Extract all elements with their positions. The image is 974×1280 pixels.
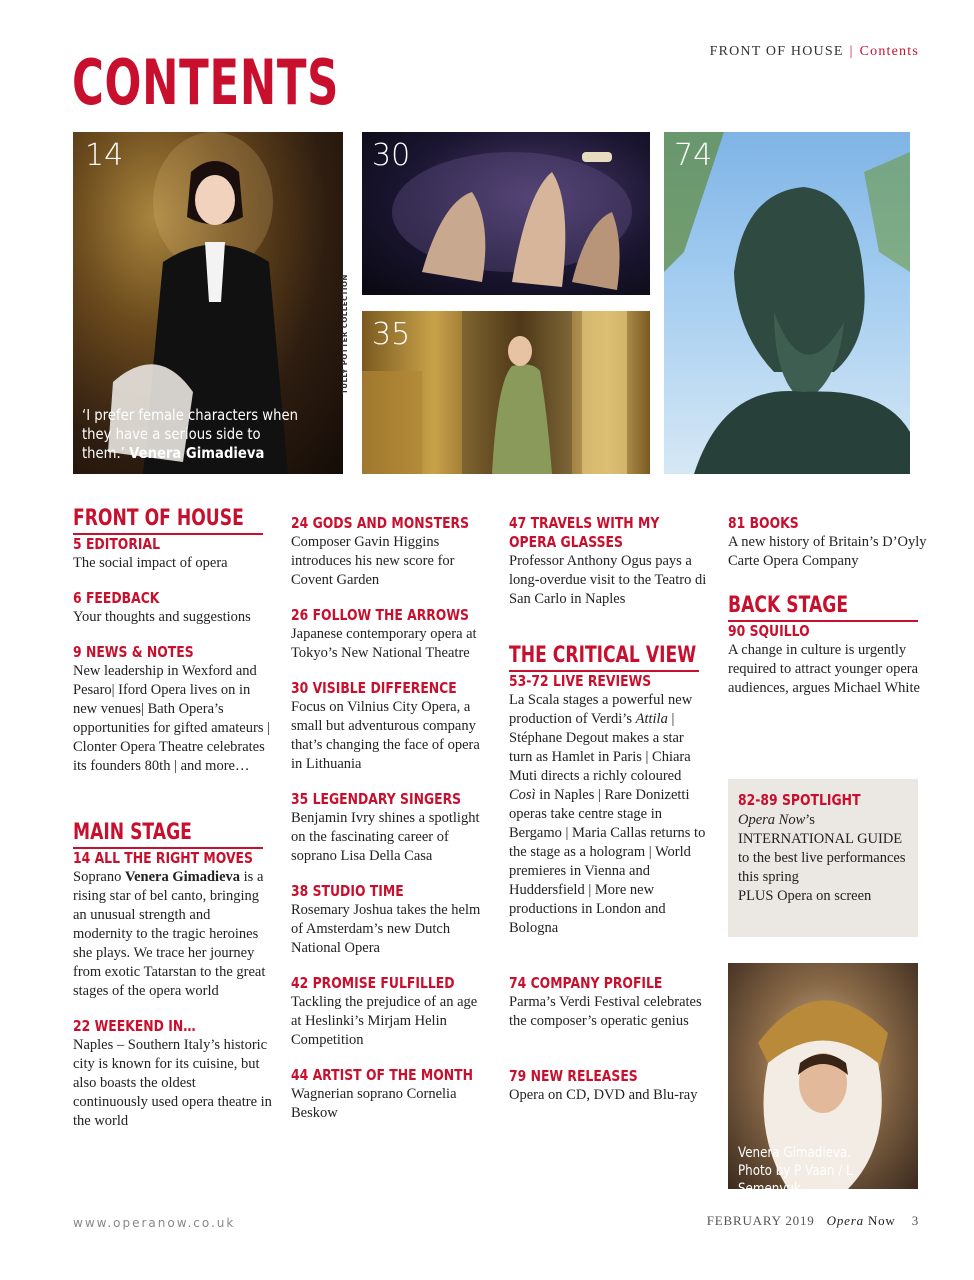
photo-verdi-statue <box>664 132 910 474</box>
singer-name: Venera Gimadieva <box>124 869 241 885</box>
entry-body: Naples – Southern Italy’s historic city is known for its cuisine, but also boasts the oldest continuously used opera theatre in the world <box>73 1037 272 1129</box>
entry-heading: 47 TRAVELS WITH MY OPERA GLASSES <box>509 514 660 551</box>
entry-body: New leadership in Wexford and Pesaro| Iford Opera lives on in new venues| Bath Opera’s opportunities for gifted amateurs | Clonter Opera Theatre celebrates its founders 80th | and more… <box>73 663 270 774</box>
entry-books[interactable] <box>728 514 928 571</box>
section-heading-front-of-house: FRONT OF HOUSE <box>73 506 263 535</box>
photo-lisa-della-casa <box>362 311 650 474</box>
entry-heading: 81 BOOKS <box>728 514 799 532</box>
entry-feedback[interactable] <box>73 589 273 627</box>
section-heading-main-stage: MAIN STAGE <box>73 820 263 849</box>
quote-text: ‘I prefer female characters when they have a serious side to them.’ <box>82 406 298 462</box>
photo-page-number: 74 <box>674 138 713 173</box>
entry-body: Your thoughts and suggestions <box>73 609 251 625</box>
entry-heading: 30 VISIBLE DIFFERENCE <box>291 679 457 697</box>
entry-body: The social impact of opera <box>73 555 228 571</box>
running-head-current: Contents <box>859 44 919 59</box>
photo-dancers <box>362 132 650 295</box>
entry-body: Focus on Vilnius City Opera, a small but adventurous company that’s changing the face of opera in Lithuania <box>291 699 480 772</box>
spotlight-heading: 82-89 SPOTLIGHT <box>738 791 861 809</box>
running-head-separator: | <box>849 44 854 59</box>
photo-quote <box>82 406 302 463</box>
entry-travels-with-my-opera-glasses[interactable] <box>509 514 709 609</box>
photo-page-number: 35 <box>372 317 411 352</box>
entry-follow-the-arrows[interactable] <box>291 606 491 663</box>
entry-heading: 22 WEEKEND IN… <box>73 1017 196 1035</box>
entry-heading: 44 ARTIST OF THE MONTH <box>291 1066 473 1084</box>
running-head <box>710 44 919 60</box>
entry-heading: 24 GODS AND MONSTERS <box>291 514 470 532</box>
entry-studio-time[interactable] <box>291 882 491 958</box>
entry-heading: 90 SQUILLO <box>728 622 810 640</box>
entry-heading: 42 PROMISE FULFILLED <box>291 974 455 992</box>
footer-url[interactable]: www.operanow.co.uk <box>73 1216 236 1230</box>
entry-heading: 38 STUDIO TIME <box>291 882 404 900</box>
entry-heading: 9 NEWS & NOTES <box>73 643 194 661</box>
footer-folio <box>707 1213 919 1229</box>
entry-body: A change in culture is urgently required to attract younger opera audiences, argues Michael White <box>728 642 920 696</box>
entry-body: Opera on CD, DVD and Blu-ray <box>509 1087 698 1103</box>
footer-magazine: Opera Now <box>826 1213 896 1228</box>
entry-heading: 35 LEGENDARY SINGERS <box>291 790 462 808</box>
running-head-section: FRONT OF HOUSE <box>709 44 844 59</box>
photo-page-number: 30 <box>372 138 411 173</box>
entry-artist-of-the-month[interactable] <box>291 1066 491 1123</box>
entry-new-releases[interactable] <box>509 1067 709 1105</box>
entry-heading: 5 EDITORIAL <box>73 535 160 553</box>
footer-issue: FEBRUARY 2019 <box>706 1213 815 1228</box>
entry-body: A new history of Britain’s D’Oyly Carte Opera Company <box>728 534 927 569</box>
entry-body: Parma’s Verdi Festival celebrates the composer’s operatic genius <box>509 994 702 1029</box>
entry-heading: 6 FEEDBACK <box>73 589 160 607</box>
entry-body: Tackling the prejudice of an age at Heslinki’s Mirjam Helin Competition <box>291 994 478 1048</box>
entry-heading: 79 NEW RELEASES <box>509 1067 638 1085</box>
entry-live-reviews[interactable] <box>509 672 709 938</box>
entry-company-profile[interactable] <box>509 974 709 1031</box>
entry-heading: 26 FOLLOW THE ARROWS <box>291 606 469 624</box>
entry-body: Soprano Venera Gimadieva is a rising star of bel canto, bringing an unusual strength and modernity to the tragic heroines she plays. We trace her journey from exotic Tatarstan to the great stages of the opera world <box>73 869 266 999</box>
photo-page-number: 14 <box>85 138 124 173</box>
entry-promise-fulfilled[interactable] <box>291 974 491 1050</box>
photo-credit: TULLY POTTER COLLECTION <box>341 274 349 394</box>
contents-column-4 <box>728 506 928 714</box>
quote-name: Venera Gimadieva <box>129 444 265 462</box>
entry-body: Rosemary Joshua takes the helm of Amsterdam’s new Dutch National Opera <box>291 902 481 956</box>
entry-visible-difference[interactable] <box>291 679 491 774</box>
entry-squillo[interactable] <box>728 622 928 698</box>
contents-column-1 <box>73 506 273 1147</box>
entry-gods-and-monsters[interactable] <box>291 514 491 590</box>
entry-body: Japanese contemporary opera at Tokyo’s New National Theatre <box>291 626 477 661</box>
spotlight-body: Opera Now’s INTERNATIONAL GUIDE to the best live performances this spring PLUS Opera on screen <box>738 812 906 904</box>
entry-all-the-right-moves[interactable] <box>73 849 273 1001</box>
entry-news-notes[interactable] <box>73 643 273 776</box>
contents-column-2 <box>291 506 491 1139</box>
entry-heading: 14 ALL THE RIGHT MOVES <box>73 849 253 867</box>
spotlight-box[interactable] <box>728 779 918 937</box>
entry-body: La Scala stages a powerful new production of Verdi’s Attila | Stéphane Degout makes a star turn as Hamlet in Paris | Chiara Muti directs a richly coloured Così in Naples | Rare Donizetti operas take centre stage in Bergamo | Maria Callas returns to the stage as a hologram | World premieres in Vienna and Huddersfield | More new productions in London and Bologna <box>509 692 706 936</box>
section-heading-back-stage: BACK STAGE <box>728 593 918 622</box>
photo-caption: Venera Gimadieva. Photo by P Vaan / L Semenyuk <box>738 1145 853 1197</box>
section-heading-critical-view: THE CRITICAL VIEW <box>509 643 699 672</box>
entry-body: Benjamin Ivry shines a spotlight on the fascinating career of soprano Lisa Della Casa <box>291 810 480 864</box>
entry-heading: 53-72 LIVE REVIEWS <box>509 672 652 690</box>
entry-body: Professor Anthony Ogus pays a long-overdue visit to the Teatro di San Carlo in Naples <box>509 553 707 607</box>
entry-legendary-singers[interactable] <box>291 790 491 866</box>
entry-body: Composer Gavin Higgins introduces his new score for Covent Garden <box>291 534 455 588</box>
entry-editorial[interactable] <box>73 535 273 573</box>
entry-body: Wagnerian soprano Cornelia Beskow <box>291 1086 457 1121</box>
entry-weekend-in[interactable] <box>73 1017 273 1131</box>
entry-heading: 74 COMPANY PROFILE <box>509 974 663 992</box>
statue-illustration <box>664 132 910 474</box>
footer-page-number: 3 <box>911 1213 919 1228</box>
contents-column-3 <box>509 506 709 1121</box>
page-title: CONTENTS <box>72 46 340 119</box>
